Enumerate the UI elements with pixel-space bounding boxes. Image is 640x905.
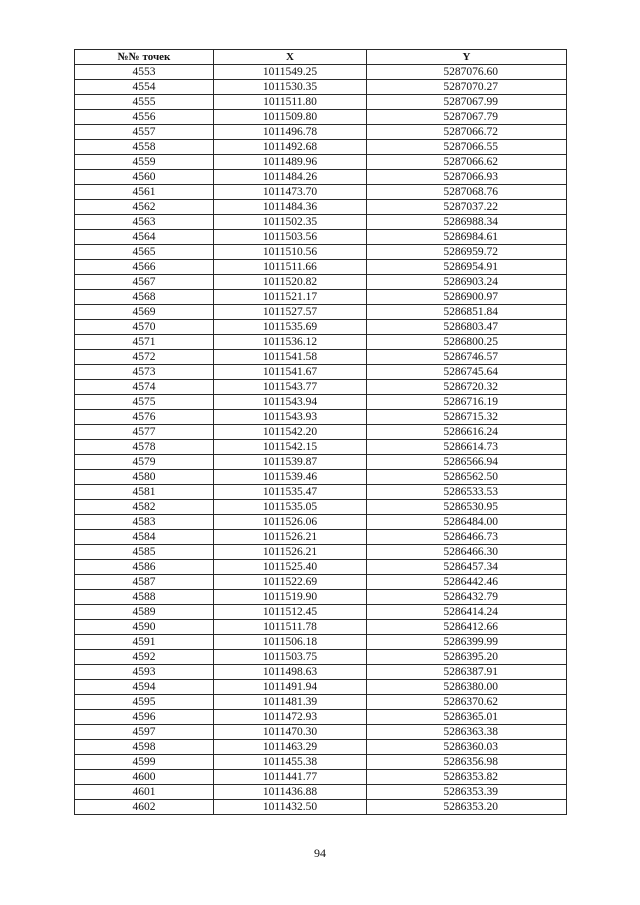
cell-y: 5286720.32 [367,380,567,395]
cell-point-number: 4594 [75,680,214,695]
table-row [75,260,567,275]
cell-y: 5286900.97 [367,290,567,305]
cell-y: 5286466.73 [367,530,567,545]
cell-point-number: 4598 [75,740,214,755]
table-row [75,740,567,755]
cell-y: 5286984.61 [367,230,567,245]
cell-x: 1011512.45 [214,605,367,620]
table-row [75,230,567,245]
cell-x: 1011498.63 [214,665,367,680]
cell-y: 5287037.22 [367,200,567,215]
cell-point-number: 4568 [75,290,214,305]
cell-y: 5286745.64 [367,365,567,380]
table-row [75,755,567,770]
cell-x: 1011496.78 [214,125,367,140]
table-row [75,335,567,350]
cell-y: 5286466.30 [367,545,567,560]
cell-point-number: 4573 [75,365,214,380]
cell-y: 5286533.53 [367,485,567,500]
cell-x: 1011470.30 [214,725,367,740]
cell-y: 5287068.76 [367,185,567,200]
cell-point-number: 4576 [75,410,214,425]
table-row [75,290,567,305]
cell-point-number: 4579 [75,455,214,470]
cell-x: 1011510.56 [214,245,367,260]
table-row [75,800,567,815]
cell-x: 1011432.50 [214,800,367,815]
cell-y: 5286353.39 [367,785,567,800]
table-row [75,560,567,575]
table-row [75,575,567,590]
cell-x: 1011489.96 [214,155,367,170]
cell-y: 5286614.73 [367,440,567,455]
cell-x: 1011473.70 [214,185,367,200]
cell-x: 1011491.94 [214,680,367,695]
cell-y: 5286365.01 [367,710,567,725]
cell-x: 1011503.75 [214,650,367,665]
cell-point-number: 4580 [75,470,214,485]
cell-y: 5287076.60 [367,65,567,80]
cell-point-number: 4582 [75,500,214,515]
cell-y: 5286959.72 [367,245,567,260]
cell-x: 1011520.82 [214,275,367,290]
cell-x: 1011511.78 [214,620,367,635]
cell-point-number: 4557 [75,125,214,140]
cell-x: 1011543.94 [214,395,367,410]
cell-y: 5286432.79 [367,590,567,605]
cell-point-number: 4569 [75,305,214,320]
cell-y: 5286530.95 [367,500,567,515]
cell-x: 1011511.66 [214,260,367,275]
cell-x: 1011536.12 [214,335,367,350]
cell-point-number: 4586 [75,560,214,575]
cell-x: 1011539.87 [214,455,367,470]
table-row [75,440,567,455]
cell-point-number: 4558 [75,140,214,155]
cell-x: 1011511.80 [214,95,367,110]
cell-y: 5286484.00 [367,515,567,530]
cell-y: 5286414.24 [367,605,567,620]
table-row [75,170,567,185]
table-row [75,485,567,500]
cell-y: 5286380.00 [367,680,567,695]
cell-x: 1011484.36 [214,200,367,215]
cell-point-number: 4571 [75,335,214,350]
table-row [75,125,567,140]
cell-point-number: 4583 [75,515,214,530]
table-row [75,695,567,710]
coordinates-table [74,49,567,815]
table-row [75,725,567,740]
cell-y: 5286356.98 [367,755,567,770]
cell-y: 5286988.34 [367,215,567,230]
table-row [75,785,567,800]
cell-x: 1011484.26 [214,170,367,185]
cell-y: 5286746.57 [367,350,567,365]
table-row [75,365,567,380]
table-row [75,530,567,545]
cell-point-number: 4566 [75,260,214,275]
cell-y: 5286399.99 [367,635,567,650]
cell-y: 5286360.03 [367,740,567,755]
cell-x: 1011543.93 [214,410,367,425]
table-row [75,95,567,110]
cell-point-number: 4560 [75,170,214,185]
table-row [75,635,567,650]
cell-point-number: 4575 [75,395,214,410]
table-row [75,215,567,230]
cell-y: 5287066.93 [367,170,567,185]
cell-y: 5287067.79 [367,110,567,125]
cell-x: 1011436.88 [214,785,367,800]
cell-point-number: 4596 [75,710,214,725]
cell-y: 5287066.55 [367,140,567,155]
table-row [75,455,567,470]
cell-x: 1011503.56 [214,230,367,245]
table-row [75,770,567,785]
cell-y: 5287070.27 [367,80,567,95]
cell-y: 5286566.94 [367,455,567,470]
cell-x: 1011526.21 [214,530,367,545]
cell-x: 1011521.17 [214,290,367,305]
cell-x: 1011463.29 [214,740,367,755]
table-row [75,320,567,335]
cell-point-number: 4581 [75,485,214,500]
cell-y: 5286353.82 [367,770,567,785]
cell-x: 1011519.90 [214,590,367,605]
cell-x: 1011455.38 [214,755,367,770]
table-row [75,650,567,665]
table-row [75,500,567,515]
cell-point-number: 4602 [75,800,214,815]
cell-x: 1011506.18 [214,635,367,650]
cell-y: 5286457.34 [367,560,567,575]
cell-x: 1011502.35 [214,215,367,230]
table-row [75,110,567,125]
page-number: 94 [314,846,326,860]
table-row [75,155,567,170]
cell-point-number: 4553 [75,65,214,80]
cell-x: 1011541.67 [214,365,367,380]
cell-y: 5286363.38 [367,725,567,740]
cell-y: 5286395.20 [367,650,567,665]
cell-x: 1011441.77 [214,770,367,785]
cell-point-number: 4562 [75,200,214,215]
cell-y: 5286616.24 [367,425,567,440]
table-row [75,710,567,725]
cell-point-number: 4570 [75,320,214,335]
cell-point-number: 4591 [75,635,214,650]
table-row [75,515,567,530]
cell-point-number: 4597 [75,725,214,740]
header-row [75,50,567,65]
cell-x: 1011535.47 [214,485,367,500]
table-body [75,65,567,815]
cell-point-number: 4555 [75,95,214,110]
cell-point-number: 4561 [75,185,214,200]
cell-point-number: 4584 [75,530,214,545]
cell-x: 1011527.57 [214,305,367,320]
table-row [75,665,567,680]
cell-y: 5286716.19 [367,395,567,410]
cell-point-number: 4590 [75,620,214,635]
table-row [75,395,567,410]
cell-y: 5286370.62 [367,695,567,710]
table-row [75,680,567,695]
header-point-number: №№ точек [75,50,214,65]
table-row [75,380,567,395]
cell-point-number: 4600 [75,770,214,785]
cell-y: 5286800.25 [367,335,567,350]
table-row [75,140,567,155]
cell-point-number: 4567 [75,275,214,290]
table-row [75,200,567,215]
table-row [75,470,567,485]
cell-point-number: 4578 [75,440,214,455]
cell-x: 1011535.05 [214,500,367,515]
cell-x: 1011526.21 [214,545,367,560]
cell-x: 1011539.46 [214,470,367,485]
table-row [75,80,567,95]
cell-y: 5286803.47 [367,320,567,335]
cell-y: 5286954.91 [367,260,567,275]
table-row [75,545,567,560]
cell-x: 1011542.20 [214,425,367,440]
cell-y: 5286442.46 [367,575,567,590]
cell-point-number: 4601 [75,785,214,800]
cell-y: 5286387.91 [367,665,567,680]
table-row [75,65,567,80]
table-row [75,245,567,260]
cell-point-number: 4564 [75,230,214,245]
cell-point-number: 4593 [75,665,214,680]
cell-point-number: 4588 [75,590,214,605]
cell-point-number: 4599 [75,755,214,770]
cell-y: 5287066.72 [367,125,567,140]
table-row [75,410,567,425]
cell-y: 5287066.62 [367,155,567,170]
cell-point-number: 4577 [75,425,214,440]
cell-point-number: 4587 [75,575,214,590]
cell-point-number: 4556 [75,110,214,125]
table-row [75,620,567,635]
cell-point-number: 4565 [75,245,214,260]
cell-point-number: 4592 [75,650,214,665]
cell-x: 1011492.68 [214,140,367,155]
cell-point-number: 4595 [75,695,214,710]
cell-point-number: 4554 [75,80,214,95]
cell-point-number: 4572 [75,350,214,365]
cell-x: 1011526.06 [214,515,367,530]
cell-x: 1011542.15 [214,440,367,455]
cell-x: 1011549.25 [214,65,367,80]
cell-y: 5286562.50 [367,470,567,485]
cell-y: 5286715.32 [367,410,567,425]
cell-x: 1011530.35 [214,80,367,95]
cell-x: 1011535.69 [214,320,367,335]
cell-point-number: 4563 [75,215,214,230]
header-y: Y [367,50,567,65]
cell-point-number: 4574 [75,380,214,395]
cell-x: 1011481.39 [214,695,367,710]
table-row [75,275,567,290]
cell-x: 1011472.93 [214,710,367,725]
cell-x: 1011522.69 [214,575,367,590]
cell-y: 5287067.99 [367,95,567,110]
table-row [75,305,567,320]
header-x: X [214,50,367,65]
cell-point-number: 4589 [75,605,214,620]
table-row [75,605,567,620]
table-row [75,590,567,605]
cell-y: 5286412.66 [367,620,567,635]
cell-y: 5286851.84 [367,305,567,320]
table-header [75,50,567,65]
cell-point-number: 4559 [75,155,214,170]
table-row [75,185,567,200]
cell-x: 1011525.40 [214,560,367,575]
table-row [75,350,567,365]
cell-y: 5286903.24 [367,275,567,290]
cell-point-number: 4585 [75,545,214,560]
cell-x: 1011543.77 [214,380,367,395]
cell-x: 1011509.80 [214,110,367,125]
cell-x: 1011541.58 [214,350,367,365]
cell-y: 5286353.20 [367,800,567,815]
table-row [75,425,567,440]
